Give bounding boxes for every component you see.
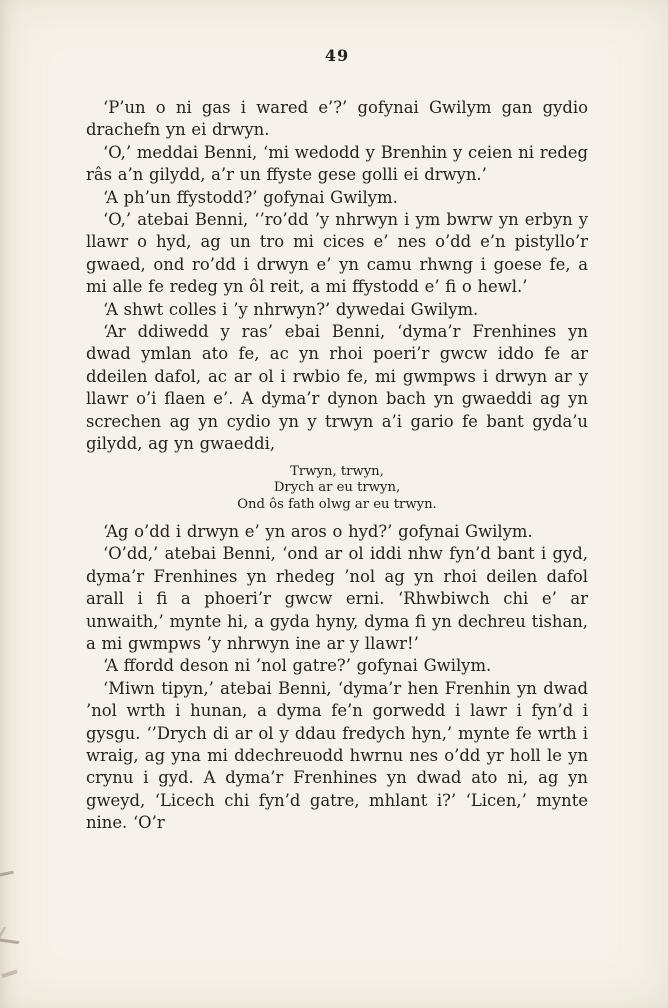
page-number: 49	[324, 46, 350, 65]
paragraph: ‘A ph’un ffystodd?’ gofynai Gwilym.	[103, 187, 398, 207]
paragraph: ‘P’un o ni gas i wared e’?’ gofynai Gwilym gan gydio drachefn yn ei drwyn.	[86, 98, 588, 140]
text-block	[86, 46, 588, 835]
verse-line: Ond ôs fath olwg ar eu trwyn.	[237, 496, 437, 512]
paragraph: ‘A shwt colles i ’y nhrwyn?’ dywedai Gwilym.	[103, 299, 479, 319]
paragraph: ‘Ar ddiwedd y ras’ ebai Benni, ‘dyma’r Frenhines yn dwad ymlan ato fe, ac yn rhoi poeri’r gwcw iddo fe ar ddeilen dafol, ac ar ol i rwbio fe, mi gwmpws i drwyn ar y llawr o’i flaen e’. A dyma’r dynon bach yn gwaeddi ag yn screchen ag yn cydio yn y trwyn a’i gario fe bant gyda’u gilydd, ag yn gwaeddi,	[86, 322, 588, 454]
paragraph: ‘O,’ atebai Benni, ‘’ro’dd ’y nhrwyn i ym bwrw yn erbyn y llawr o hyd, ag un tro mi cices e’ nes o’dd e’n pistyllo’r gwaed, ond ro’dd i drwyn e’ yn camu rhwng i goese fe, a mi alle fe redeg yn ôl reit, a mi ffystodd e’ fi o hewl.’	[86, 210, 588, 297]
verse-line: Drych ar eu trwyn,	[273, 480, 401, 495]
paragraph: ‘O’dd,’ atebai Benni, ‘ond ar ol iddi nhw fyn’d bant i gyd, dyma’r Frenhines yn rhedeg ’nol ag yn rhoi deilen dafol arall i fi a phoeri’r gwcw erni. ‘Rhwbiwch chi e’ ar unwaith,’ mynte hi, a gyda hyny, dyma fi yn dechreu tishan, a mi gwmpws ’y nhrwyn ine ar y llawr!’	[86, 544, 588, 654]
scan-artifact-mark	[0, 927, 26, 944]
paragraph: ‘A ffordd deson ni ’nol gatre?’ gofynai Gwilym.	[103, 656, 492, 676]
paragraph: ‘Ag o’dd i drwyn e’ yn aros o hyd?’ gofynai Gwilym.	[103, 522, 533, 541]
verse-line: Trwyn, trwyn,	[290, 463, 384, 479]
verse	[86, 464, 588, 514]
paragraph: ‘Miwn tipyn,’ atebai Benni, ‘dyma’r hen Frenhin yn dwad ’nol wrth i hunan, a dyma fe’n gorwedd i lawr i fyn’d i gysgu. ‘’Drych di ar ol y ddau fredych hyn,’ mynte fe wrth i wraig, ag yna mi ddechreuodd hwrnu nes o’dd yr holl le yn crynu i gyd. A dyma’r Frenhines yn dwad ato ni, ag yn gweyd, ‘Licech chi fyn’d gatre, mhlant i?’ ‘Licen,’ mynte nine. ‘O’r	[86, 678, 588, 833]
paragraph: ‘O,’ meddai Benni, ‘mi wedodd y Brenhin y ceien ni redeg râs a’n gilydd, a’r un ffyste gese golli ei drwyn.’	[86, 142, 588, 185]
scan-artifact-mark	[0, 871, 14, 880]
scan-artifact-mark	[0, 960, 18, 978]
